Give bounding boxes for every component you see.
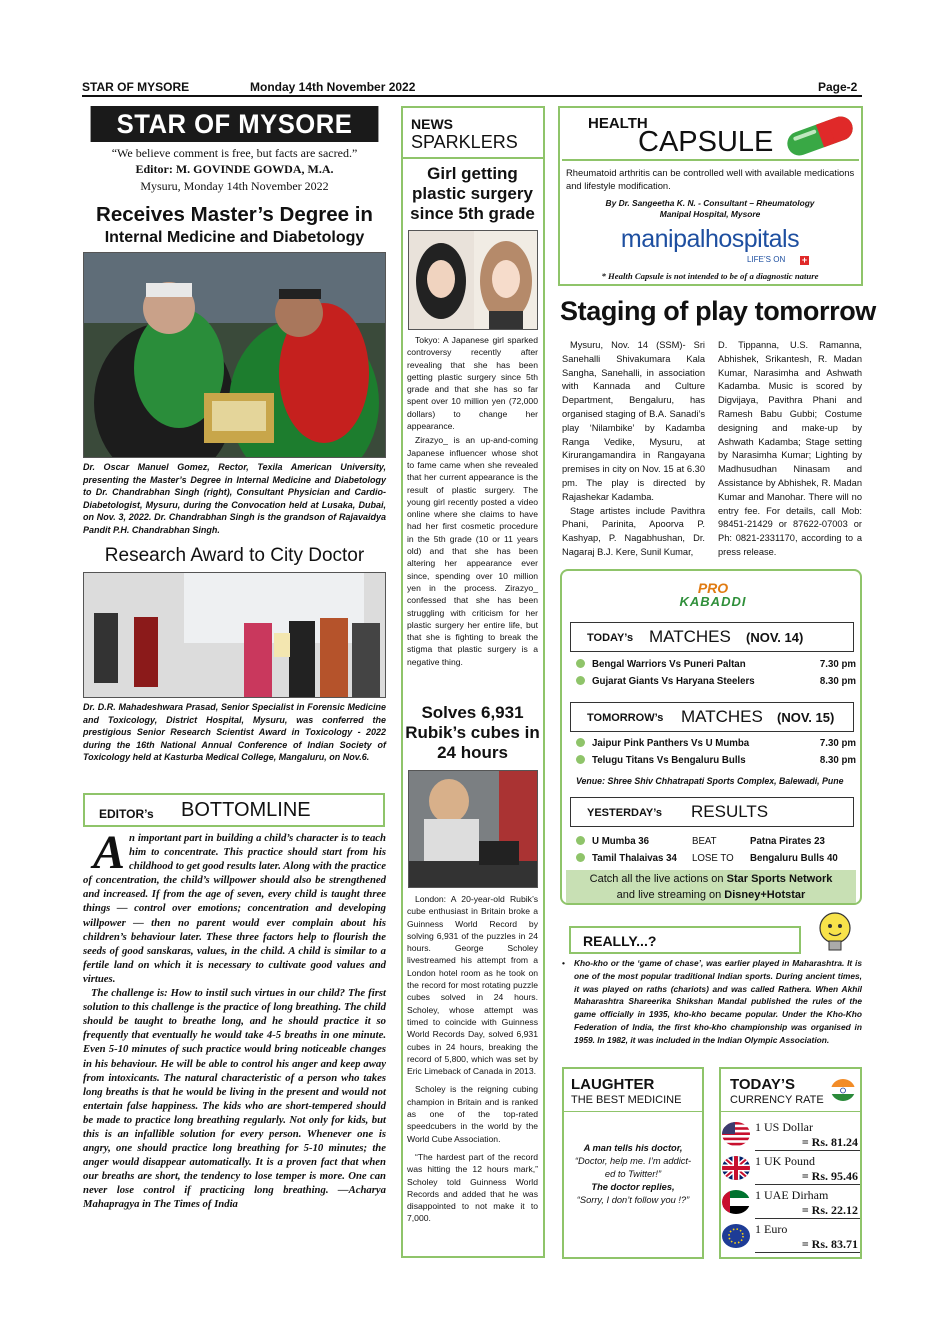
- bullet-dot-icon: [576, 755, 585, 764]
- bullet-dot-icon: [576, 676, 585, 685]
- yesterday-results-header: [570, 797, 854, 827]
- bullet-dot-icon: [576, 659, 585, 668]
- today-kicker: TODAY’s: [587, 632, 634, 644]
- health-byline1: By Dr. Sangeetha K. N. - Consultant – Rheumatology: [605, 198, 815, 208]
- currency-row-rule: [755, 1150, 860, 1151]
- yesterday-results-list: [576, 833, 856, 867]
- uae-flag-icon: [722, 1190, 750, 1214]
- tomorrow-date: (NOV. 15): [777, 710, 835, 725]
- broadcast-text2: and live streaming on: [616, 889, 725, 901]
- currency-value: = Rs. 83.71: [801, 1237, 858, 1251]
- health-tip: Rheumatoid arthritis can be controlled well with available medications and lifestyle modification.: [566, 167, 855, 191]
- play-col2-para: D. Tippanna, U.S. Ramanna, Abhishek, Srikantesh, R. Madan Kumar, Narasimha and Ashwath Kadamba. Music is scored by Digvijaya, Pavithra Phani and Ramesh Babu Gubbi; Costume designing and make-up by Ashwath Kadamba; Stage setting by Narasimha Kumar; Lighting by Madhusudhan Ninasam and Assistance by Abhishek, R. Madan Kumar and Manohar. There will no entry fee. For details, call Mob: 98451-21429 or 87622-07003 or Ph: 0821-2331170, according to a press release.: [718, 340, 862, 557]
- sparklers-story1-title: Girl getting plastic surgery since 5th grade: [410, 164, 535, 223]
- capsule-label: CAPSULE: [638, 126, 774, 158]
- convocation-photo-illustration: [84, 253, 386, 458]
- sparklers-label-sparklers: SPARKLERS: [411, 132, 518, 152]
- bullet-dot-icon: [576, 738, 585, 747]
- match-row: [576, 735, 856, 752]
- bottomline-kicker: EDITOR’s: [99, 807, 154, 821]
- play-col1: [562, 339, 705, 560]
- sparklers-story1-para2: Zirazyo_ is an up-and-coming Japanese influencer whose shot to fame came when she revealed that her current appearance is the result of plastic surgery. The young girl recently posted a video online where she claims to have had her first cosmetic procedure in the 5th grade (10 or 11 years old) and that she has been altering her appearance ever since, spending over 10 million yen in the process. Zirazyo_ confessed that she has been struggling with criticism for her plastic surgery her entire life, but that she is fighting to break the stigma that plastic surgery is a negative thing.: [407, 435, 538, 667]
- story2-caption: Dr. D.R. Mahadeshwara Prasad, Senior Specialist in Forensic Medicine and Toxicology, District Hospital, Mysuru, was conferred the prestigious Senior Research Scientist Award in Toxicology - 2022 during the 16th National Annual Conference of Indian Society of Toxicology held at Kasturba Medical College, Mangaluru, on Nov.6.: [83, 702, 386, 763]
- today-matches-header: [570, 622, 854, 652]
- story1-headline-line2: Internal Medicine and Diabetology: [104, 229, 365, 246]
- currency-row-rule: [755, 1218, 860, 1219]
- pro-kabaddi-logo-kabaddi: KABADDI: [679, 594, 747, 609]
- play-headline: Staging of play tomorrow: [560, 296, 876, 326]
- joke-line2: “Doctor, help me. I’m addict-: [574, 1156, 692, 1166]
- really-text-block: [562, 957, 862, 1047]
- today-matches-list: [576, 656, 856, 690]
- sparklers-story2-para1: London: A 20-year-old Rubik’s cube enthusiast in Britain broke a Guinness World Record by solving 6,931 of the puzzles in 24 hours. George Scholey livestreamed his attempt from a London hotel room as he took on the record for most rotating puzzle cubes solved in 24 hours. Scholey, whose attempt was timed to coincide with Guinness World Records Day, solved 6,931 cubes in 24 hours, breaking the record of 5,800, which was set by Eric Limeback of Canada in 2013.: [407, 894, 538, 1077]
- really-title-box: [569, 926, 801, 954]
- uk-flag-icon: [722, 1156, 750, 1180]
- header-page-number: Page-2: [818, 80, 858, 94]
- currency-subtitle: CURRENCY RATE: [730, 1094, 824, 1106]
- laughter-header: [562, 1067, 704, 1112]
- bottomline-title: BOTTOMLINE: [181, 799, 311, 821]
- currency-row-rule: [755, 1184, 860, 1185]
- story1-caption: Dr. Oscar Manuel Gomez, Rector, Texila American University, presenting the Master’s Degree in Internal Medicine and Diabetology to Dr. Chandrabhan Singh (right), Consultant Physician and Cardio-Diabetologist, Mysuru, during the Convocation held at Lusaka, Dubai, on Nov. 3, 2022. Dr. Chandrabhan Singh is the grandson of Rajavaidya Pandit P.H. Chandrabhan Singh.: [83, 462, 386, 535]
- sparklers-story1-body: [401, 334, 544, 668]
- currency-list: [722, 1120, 860, 1256]
- really-text: Kho-kho or the ‘game of chase’, was earlier played in Maharashtra. It is one of the most popular traditional Indian sports. During ancient times, it was played on raths (chariots) and was called Rathera. When Akhil Maharashtra Shareerika Shikshan Mandal published the rules of the game officially in 1935, kho-kho became popular. Under the Kho-Kho Federation of India, the first kho-kho championship was organised in 1959. In 1982, it was included in the Indian Olympic Association.: [574, 958, 862, 1045]
- match-row: [576, 752, 856, 769]
- match-row: [576, 656, 856, 673]
- currency-row: [722, 1154, 860, 1188]
- match-teams: Telugu Titans Vs Bengaluru Bulls: [592, 755, 746, 766]
- health-divider: [562, 159, 859, 161]
- today-title: MATCHES: [649, 627, 731, 646]
- rubiks-photo: [408, 770, 538, 888]
- currency-unit: 1 Euro: [755, 1222, 788, 1236]
- india-flag-icon: [831, 1079, 855, 1101]
- play-col1-para2: Stage artistes include Pavithra Phani, Parinita, Apoorva P. Kashyap, P. Nagabhushan, Dr. Nagaraj B.J. Kere, Sunil Kumar,: [562, 505, 705, 557]
- currency-unit: 1 UK Pound: [755, 1154, 816, 1168]
- sparklers-story2-para3: “The hardest part of the record was hitting the 12 hours mark,” Scholey told Guinness World Records and added that he was disappointed to not make it to 7,000.: [407, 1151, 538, 1224]
- pro-kabaddi-logo-pro: PRO: [697, 580, 729, 596]
- eu-flag-icon: [722, 1224, 750, 1248]
- health-label: HEALTH: [588, 115, 648, 132]
- health-disclaimer: * Health Capsule is not intended to be of a diagnostic nature: [601, 271, 819, 281]
- joke-line4: The doctor replies,: [591, 1182, 675, 1192]
- match-row: [576, 673, 856, 690]
- match-time: 8.30 pm: [819, 676, 856, 687]
- currency-row-rule: [755, 1252, 860, 1253]
- health-byline2: Manipal Hospital, Mysore: [659, 209, 761, 219]
- match-teams: Jaipur Pink Panthers Vs U Mumba: [592, 738, 750, 749]
- pill-icon: [780, 110, 860, 162]
- play-col2: [718, 339, 862, 560]
- result-verb: BEAT: [692, 836, 717, 847]
- story2-headline: Research Award to City Doctor: [104, 545, 365, 566]
- currency-value: = Rs. 95.46: [801, 1169, 858, 1183]
- masthead-motto: “We believe comment is free, but facts are sacred.”: [111, 146, 358, 160]
- pro-kabaddi-logo: [668, 580, 758, 609]
- sparklers-divider: [402, 157, 544, 159]
- bullet-icon: •: [562, 958, 565, 968]
- convocation-photo: [83, 252, 386, 458]
- result-opponent: Bengaluru Bulls 40: [750, 853, 838, 864]
- tomorrow-matches-header: [570, 702, 854, 732]
- sparklers-story2-title: Solves 6,931 Rubik’s cubes in 24 hours: [405, 703, 540, 762]
- joke-line5: “Sorry, I don’t follow you !?”: [576, 1195, 690, 1205]
- header-rule: [82, 95, 862, 97]
- broadcast-streaming: Disney+Hotstar: [724, 889, 806, 901]
- joke-line3: ed to Twitter!”: [604, 1169, 662, 1179]
- match-time: 7.30 pm: [819, 659, 856, 670]
- result-row: [576, 833, 856, 850]
- kabaddi-venue: Venue: Shree Shiv Chhatrapati Sports Complex, Balewadi, Pune: [576, 776, 844, 786]
- result-team: Tamil Thalaivas 34: [592, 853, 677, 864]
- laughter-joke: [564, 1142, 702, 1207]
- sparklers-story1-para1: Tokyo: A Japanese girl sparked controversy recently after revealing that she has been getting plastic surgery since 5th grade and that she has so far spent over 10 million yen (72,000 dollars) to change her appearance.: [407, 335, 538, 432]
- today-date: (NOV. 14): [746, 630, 804, 645]
- award-photo-illustration: [84, 573, 386, 698]
- currency-unit: 1 US Dollar: [755, 1120, 813, 1134]
- kabaddi-broadcast-note: [566, 870, 856, 903]
- currency-header: [719, 1067, 862, 1112]
- lightbulb-icon: [812, 908, 858, 958]
- plastic-surgery-photo-illustration: [409, 231, 538, 330]
- bullet-dot-icon: [576, 836, 585, 845]
- bullet-dot-icon: [576, 853, 585, 862]
- match-time: 7.30 pm: [819, 738, 856, 749]
- manipal-logo: manipalhospitals: [620, 225, 800, 253]
- currency-row: [722, 1188, 860, 1222]
- us-flag-icon: [722, 1122, 750, 1146]
- broadcast-network: Star Sports Network: [726, 873, 833, 885]
- match-teams: Gujarat Giants Vs Haryana Steelers: [592, 676, 755, 687]
- header-paper-name: STAR OF MYSORE: [82, 80, 190, 94]
- sparklers-story2-body: [401, 893, 544, 1225]
- match-teams: Bengal Warriors Vs Puneri Paltan: [592, 659, 746, 670]
- story1-headline-line1: Receives Master’s Degree in: [96, 203, 373, 226]
- tomorrow-title: MATCHES: [681, 707, 763, 726]
- result-opponent: Patna Pirates 23: [750, 836, 825, 847]
- result-team: U Mumba 36: [592, 836, 650, 847]
- header-date: Monday 14th November 2022: [250, 80, 416, 94]
- manipal-tagline: LIFE’S ON: [747, 255, 786, 264]
- currency-value: = Rs. 81.24: [801, 1135, 858, 1149]
- tomorrow-kicker: TOMORROW’s: [587, 712, 664, 724]
- currency-row: [722, 1120, 860, 1154]
- tomorrow-matches-list: [576, 735, 856, 769]
- rubiks-photo-illustration: [409, 771, 538, 888]
- yesterday-kicker: YESTERDAY’s: [587, 807, 662, 819]
- laughter-subtitle: THE BEST MEDICINE: [571, 1094, 682, 1106]
- currency-row: [722, 1222, 860, 1256]
- award-photo: [83, 572, 386, 698]
- match-time: 8.30 pm: [819, 755, 856, 766]
- play-col1-para1: Mysuru, Nov. 14 (SSM)- Sri Sanehalli Shivakumara Kala Sangha, Sanehalli, in association with Kannada and Culture Department, Bengaluru, has organised staging of B.A. Sanadi’s play ‘Nilambike’ by Kadamba Ranga Vedike, Mysuru, at Kirurangamandira in Rangayana premises in city on Nov. 15 at 6.30 pm. The play is directed by Rajashekar Kadamba.: [562, 340, 705, 502]
- masthead-dateline: Mysuru, Monday 14th November 2022: [140, 179, 329, 193]
- bottomline-para2: The challenge is: How to instil such virtues in our child? The first solution to this challenge is the practice of long breathing. The child should be taught to breathe long, and he should practice it so frequently that eventually he would take 4-5 breaths in one minute. Even 5-10 minutes of such practice would bring noticeable changes in his behaviour. He will be able to control his anger and keep away from intoxicants. The natural characteristic of a person who takes long breaths is that he would be living in the present and would not entertain false happiness. The kids who are short-tempered should be made to practice long breathing regularly. Not only for kids, but this is an infallible solution for every person. Whenever one is angry, one should practice long breathing for 5-10 minutes; the anger would disappear automatically. It is a proven fact that when our breaths are short, the tendency to lose temper is more. One can never lose control if practicing long breathing. —Acharya Mahapragya in The Times of India: [83, 987, 386, 1211]
- result-row: [576, 850, 856, 867]
- bottomline-dropcap: A: [93, 826, 126, 879]
- currency-value: = Rs. 22.12: [801, 1203, 858, 1217]
- joke-line1: A man tells his doctor,: [583, 1143, 683, 1153]
- broadcast-text1: Catch all the live actions on: [589, 873, 727, 885]
- bottomline-title-box: [83, 793, 385, 827]
- yesterday-title: RESULTS: [691, 802, 769, 821]
- result-verb: LOSE TO: [692, 853, 734, 864]
- bottomline-article: [83, 826, 386, 1212]
- laughter-title: LAUGHTER: [571, 1076, 655, 1093]
- masthead-editor: Editor: M. GOVINDE GOWDA, M.A.: [135, 162, 334, 176]
- currency-title: TODAY’S: [730, 1076, 796, 1093]
- sparklers-story2-para2: Scholey is the reigning cubing champion in Britain and is ranked as one of the top-rated speedcubers in the world by the World Cube Association.: [407, 1084, 538, 1144]
- plastic-surgery-photo: [408, 230, 538, 330]
- bottomline-para1: n important part in building a child’s character is to teach him to concentrate. This practice should start from his childhood to get good results later. Along with the practice of concentration, the child’s willpower should also be strengthened and increased. If from the age of seven, every child is taught three things — control over emotions; concentration and developing willpower — then no parent would ever complain about his children’s behaviour later. These three factors help to flourish the seeds of good sanskaras, values, in the child. A child is similar to a fertile land on which it is necessary to cultivate good values and virtues.: [83, 832, 386, 985]
- currency-unit: 1 UAE Dirham: [755, 1188, 829, 1202]
- plus-icon: +: [801, 255, 808, 265]
- really-title: REALLY...?: [583, 933, 657, 949]
- sparklers-label-news: NEWS: [411, 116, 453, 132]
- masthead-title: STAR OF MYSORE: [91, 106, 379, 142]
